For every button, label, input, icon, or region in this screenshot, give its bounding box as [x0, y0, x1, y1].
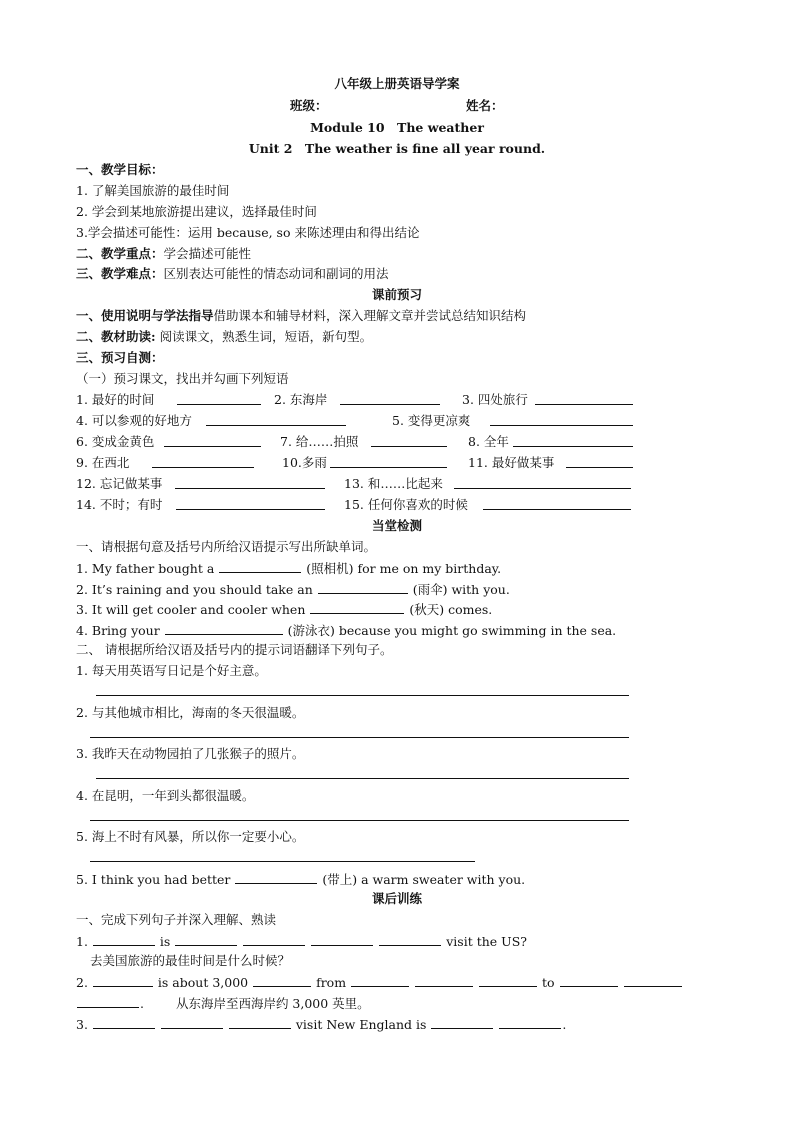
- objective-item: 3.学会描述可能性：运用 because, so 来陈述理由和得出结论: [76, 225, 420, 240]
- key-points: [76, 246, 251, 262]
- question-text: from: [316, 975, 347, 990]
- answer-blank[interactable]: [415, 974, 473, 987]
- answer-blank[interactable]: [311, 933, 373, 946]
- answer-blank[interactable]: [340, 404, 440, 405]
- objective-item: 1. 了解美国旅游的最佳时间: [76, 183, 230, 198]
- answer-blank[interactable]: [513, 446, 633, 447]
- question-text: to: [542, 975, 555, 990]
- unit-title: Unit 2 The weather is fine all year round.: [248, 141, 546, 156]
- question-text: 5. I think you had better: [76, 872, 231, 887]
- phrase-item: 13. 和……比起来: [344, 476, 443, 491]
- answer-blank[interactable]: [535, 404, 633, 405]
- question-hint: (秋天) comes.: [409, 602, 493, 617]
- question-text: 2. It’s raining and you should take an: [76, 582, 313, 597]
- module-title: Module 10 The weather: [310, 120, 484, 135]
- answer-blank[interactable]: [499, 1016, 561, 1029]
- usage-label: 一、使用说明与学法指导: [76, 308, 214, 323]
- question-text: is: [159, 934, 171, 949]
- fill-word-question: [76, 601, 492, 618]
- phrase-item: 3. 四处旅行: [462, 392, 528, 407]
- answer-blank[interactable]: [229, 1016, 291, 1029]
- phrase-item: 7. 给……拍照: [280, 434, 359, 449]
- answer-blank[interactable]: [93, 933, 155, 946]
- phrase-item: 9. 在西北: [76, 455, 130, 470]
- difficulty-points: [76, 266, 389, 282]
- answer-line[interactable]: [96, 778, 629, 779]
- sentence-question-2-translation: 从东海岸至西海岸约 3,000 英里。: [175, 996, 370, 1011]
- answer-blank[interactable]: [206, 425, 346, 426]
- answer-blank[interactable]: [483, 509, 631, 510]
- question-hint: (游泳衣) because you might go swimming in the sea.: [287, 623, 617, 638]
- question-hint: (雨伞) with you.: [412, 582, 510, 597]
- textbook-guide-label: 二、教材助读:: [76, 329, 156, 344]
- sentence-question-3: [76, 1016, 566, 1033]
- question-text: 4. Bring your: [76, 623, 160, 638]
- sentence-question-2: [76, 974, 683, 991]
- translation-question: 5. 海上不时有风暴，所以你一定要小心。: [76, 829, 305, 844]
- phrase-item: 5. 变得更凉爽: [392, 413, 471, 428]
- after-class-section-title: 课后训练: [371, 891, 422, 906]
- worksheet-title: 八年级上册英语导学案: [334, 76, 460, 91]
- question-hint: (带上) a warm sweater with you.: [322, 872, 526, 887]
- answer-blank[interactable]: [253, 974, 311, 987]
- usage-text: 借助课本和辅导材料，深入理解文章并尝试总结知识结构: [213, 308, 527, 323]
- question-text: 3. It will get cooler and cooler when: [76, 602, 306, 617]
- answer-blank[interactable]: [77, 995, 139, 1008]
- difficulty-text: 区别表达可能性的情态动词和副词的用法: [163, 266, 389, 281]
- phrase-item: 4. 可以参观的好地方: [76, 413, 192, 428]
- preview-section-title: 课前预习: [371, 287, 422, 302]
- fill-word-question: [76, 560, 501, 577]
- objectives-heading: 一、教学目标：: [76, 162, 164, 177]
- objective-item: 2. 学会到某地旅游提出建议，选择最佳时间: [76, 204, 317, 219]
- answer-blank[interactable]: [431, 1016, 493, 1029]
- self-test-heading: 三、预习自测：: [76, 350, 164, 365]
- phrase-item: 6. 变成金黄色: [76, 434, 155, 449]
- class-label: 班级：: [290, 98, 328, 113]
- question-hint: (照相机) for me on my birthday.: [306, 561, 502, 576]
- answer-blank[interactable]: [479, 974, 537, 987]
- answer-blank[interactable]: [454, 488, 631, 489]
- question-text: 1. My father bought a: [76, 561, 215, 576]
- answer-blank[interactable]: [243, 933, 305, 946]
- answer-blank[interactable]: [371, 446, 447, 447]
- answer-blank[interactable]: [624, 974, 682, 987]
- answer-blank[interactable]: [177, 404, 261, 405]
- answer-blank[interactable]: [330, 467, 447, 468]
- answer-blank[interactable]: [351, 974, 409, 987]
- translation-question: 3. 我昨天在动物园拍了几张猴子的照片。: [76, 746, 305, 761]
- question-number: 2.: [76, 975, 88, 990]
- usage-instructions: [76, 308, 526, 324]
- answer-blank[interactable]: [310, 601, 404, 614]
- question-text: visit New England is: [295, 1017, 427, 1032]
- phrase-item: 12. 忘记做某事: [76, 476, 163, 491]
- sentence-question-1: [76, 933, 527, 950]
- answer-blank[interactable]: [235, 871, 317, 884]
- key-points-label: 二、教学重点：: [76, 246, 164, 261]
- translation-question: 1. 每天用英语写日记是个好主意。: [76, 663, 267, 678]
- phrase-task-instruction: （一）预习课文，找出并勾画下列短语: [76, 371, 289, 386]
- question-text: is about 3,000: [157, 975, 249, 990]
- textbook-guide-text: 阅读课文，熟悉生词，短语，新句型。: [155, 329, 373, 344]
- phrase-item: 10.多雨: [282, 455, 327, 470]
- name-label: 姓名：: [466, 98, 504, 113]
- sentence-question-2-cont: . 从东海岸至西海岸约 3,000 英里。: [76, 995, 370, 1012]
- phrase-item: 2. 东海岸: [274, 392, 328, 407]
- fill-word-question: [76, 871, 525, 888]
- answer-blank[interactable]: [175, 488, 325, 489]
- textbook-guide: [76, 329, 372, 345]
- difficulty-label: 三、教学难点：: [76, 266, 164, 281]
- answer-blank[interactable]: [490, 425, 633, 426]
- fill-words-heading: 一、请根据句意及括号内所给汉语提示写出所缺单词。: [76, 539, 377, 554]
- answer-blank[interactable]: [566, 467, 633, 468]
- question-text: visit the US?: [446, 934, 527, 949]
- answer-blank[interactable]: [93, 1016, 155, 1029]
- answer-line[interactable]: [90, 820, 629, 821]
- answer-blank[interactable]: [318, 581, 408, 594]
- phrase-item: 8. 全年: [468, 434, 509, 449]
- answer-blank[interactable]: [175, 933, 237, 946]
- phrase-item: 1. 最好的时间: [76, 392, 155, 407]
- phrase-item: 15. 任何你喜欢的时候: [344, 497, 468, 512]
- question-number: 1.: [76, 934, 88, 949]
- translation-question: 4. 在昆明，一年到头都很温暖。: [76, 788, 255, 803]
- question-text: .: [562, 1017, 567, 1032]
- answer-line[interactable]: [90, 737, 629, 738]
- answer-blank[interactable]: [165, 622, 283, 635]
- sentence-question-1-translation: 去美国旅游的最佳时间是什么时候？: [90, 953, 291, 968]
- answer-line[interactable]: [96, 695, 629, 696]
- answer-blank[interactable]: [164, 446, 261, 447]
- phrase-item: 14. 不时；有时: [76, 497, 163, 512]
- answer-blank[interactable]: [93, 974, 153, 987]
- question-number: 3.: [76, 1017, 88, 1032]
- fill-word-question: [76, 581, 510, 598]
- check-section-title: 当堂检测: [371, 518, 422, 533]
- sentence-task-heading: 一、完成下列句子并深入理解、熟读: [76, 912, 277, 927]
- answer-line[interactable]: [90, 861, 475, 862]
- key-points-text: 学会描述可能性: [163, 246, 252, 261]
- answer-blank[interactable]: [560, 974, 618, 987]
- translation-heading: 二、 请根据所给汉语及括号内的提示词语翻译下列句子。: [76, 642, 393, 657]
- answer-blank[interactable]: [379, 933, 441, 946]
- phrase-item: 11. 最好做某事: [468, 455, 555, 470]
- answer-blank[interactable]: [219, 560, 301, 573]
- answer-blank[interactable]: [152, 467, 254, 468]
- translation-question: 2. 与其他城市相比，海南的冬天很温暖。: [76, 705, 305, 720]
- answer-blank[interactable]: [161, 1016, 223, 1029]
- fill-word-question: [76, 622, 616, 639]
- answer-blank[interactable]: [176, 509, 325, 510]
